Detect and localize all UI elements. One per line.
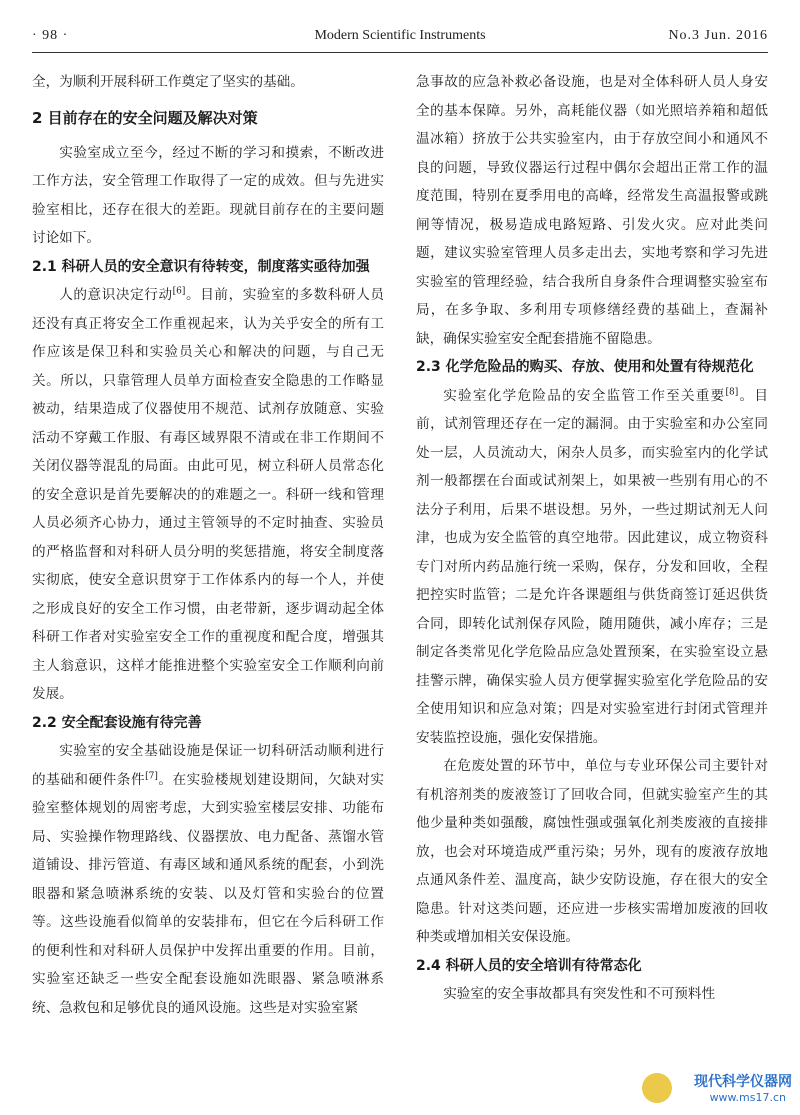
citation: [7] [145,770,158,781]
citation: [8] [725,386,739,397]
section-heading: 2 目前存在的安全问题及解决对策 [32,108,258,127]
text-run: 实验室的安全基础设施是保证一切科研活动顺利进行的基础和硬件条件 [32,743,384,788]
paragraph: 在危废处置的环节中，单位与专业环保公司主要针对有机溶剂类的废液签订了回收合同，但就实验室产生的其他少量种类如强酸，腐蚀性强或强氧化剂类废液的直接排放，也会对环境造成严重污染；另外，现有的废液存放地点通风条件差、温度高，缺少安防设施，存在很大的安全隐患。针对这类问题，还应进一步核实需增加废液的回收种类或增加相关安保设施。 [416,758,768,945]
page-header [32,28,768,52]
paragraph [416,382,768,753]
paragraph: 急事故的应急补救必备设施，也是对全体科研人员人身安全的基本保障。另外，高耗能仪器（如光照培养箱和超低温冰箱）挤放于公共实验室内，由于存放空间小和通风不良的问题，导致仪器运行过程中偶尔会超出正常工作的温度范围，特别在夏季用电的高峰，经常发生高温报警或跳闸等情况，极易造成电路短路、引发火灾。应对此类问题，建议实验室管理人员多走出去，实地考察和学习先进实验室的管理经验，结合我所自身条件合理调整实验室布局，在多争取、多利用专项修缮经费的基础上，查漏补缺，确保实验室安全配套措施不留隐患。 [416,74,768,347]
subsection-heading: 2.2 安全配套设施有待完善 [32,714,202,731]
subsection-heading: 2.4 科研人员的安全培训有待常态化 [416,957,642,974]
paragraph [32,737,384,1022]
paragraph: 实验室成立至今，经过不断的学习和摸索，不断改进工作方法，安全管理工作取得了一定的成效。但与先进实验室相比，还存在很大的差距。现就目前存在的主要问题讨论如下。 [32,144,384,246]
watermark-name: 现代科学仪器网 [694,1074,792,1090]
paragraph [32,281,384,709]
subsection-heading: 2.1 科研人员的安全意识有待转变，制度落实亟待加强 [32,258,370,275]
watermark-logo-icon [642,1073,672,1103]
header-rule [32,52,768,53]
paragraph: 全，为顺利开展科研工作奠定了坚实的基础。 [32,74,304,90]
right-column [416,68,768,1009]
left-column [32,68,384,1022]
text-run: 。目前，实验室的多数科研人员还没有真正将安全工作重视起来，认为关乎安全的所有工作应该是保卫科和实验员关心和解决的问题，与自己无关。所以，只靠管理人员单方面检查安全隐患的工作略显被动，结果造成了仪器使用不规范、试剂存放随意、实验活动不穿戴工作服、有毒区域界限不清或在非工作期间不关闭仪器等混乱的局面。由此可见，树立科研人员常态化的安全意识是首先要解决的的难题之一。科研一线和管理人员必须齐心协力，通过主管领导的不定时抽查、实验员的严格监督和对科研人员分明的奖惩措施，将安全制度落实彻底，使安全意识贯穿于工作体系内的每一个人，并使之形成良好的安全工作习惯，由老带新，逐步调动起全体科研工作者对实验室安全工作的重视度和配合度，增强其主人翁意识，这样才能推进整个实验室安全工作顺利向前发展。 [32,287,385,702]
watermark-url: www.ms17.cn [709,1091,786,1104]
site-watermark [642,1069,792,1109]
issue-info: No.3 Jun. 2016 [668,28,768,43]
text-run: 。目前，试剂管理还存在一定的漏洞。由于实验室和办公室同处一层，人员流动大，闲杂人员多，而实验室内的化学试剂一般都摆在台面或试剂架上，如果被一些别有用心的不法分子利用，后果不堪设想。另外，一些过期试剂无人问津，也成为安全监管的真空地带。因此建议，成立物资科专门对所内药品施行统一采购，保存，分发和回收，全程把控实时监管；二是允许各课题组与供货商签订延迟供货合同，即转化试剂保存风险，随用随供，减小库存；三是制定各类常见化学危险品应急处置预案，在实验室设立悬挂警示牌，确保实验人员方便掌握实验室化学危险品的安全使用知识和应急对策；四是对实验室进行封闭式管理并安装监控设施，强化安保措施。 [416,387,769,746]
citation: [6] [172,286,186,297]
text-run: 实验室化学危险品的安全监管工作至关重要 [443,387,726,404]
journal-title: Modern Scientific Instruments [314,28,486,43]
text-run: 人的意识决定行动 [59,287,173,303]
page-number: · 98 · [32,28,69,43]
subsection-heading: 2.3 化学危险品的购买、存放、使用和处置有待规范化 [416,359,754,375]
text-run: 。在实验楼规划建设期间，欠缺对实验室整体规划的周密考虑，大到实验室楼层安排、功能布局、实验操作物理路线、仪器摆放、电力配备、蒸馏水管道铺设、排污管道、有毒区域和通风系统的配套，小到洗眼器和紧急喷淋系统的安装、以及灯管和实验台的位置等。这些设施看似简单的安装排布，但它在今后科研工作的便利性和对科研人员保护中发挥出重要的作用。目前，实验室还缺乏一些安全配套设施如洗眼器、紧急喷淋系统、急救包和足够优良的通风设施。这些是对实验室紧 [32,771,385,1016]
paragraph: 实验室的安全事故都具有突发性和不可预料性 [443,986,716,1002]
